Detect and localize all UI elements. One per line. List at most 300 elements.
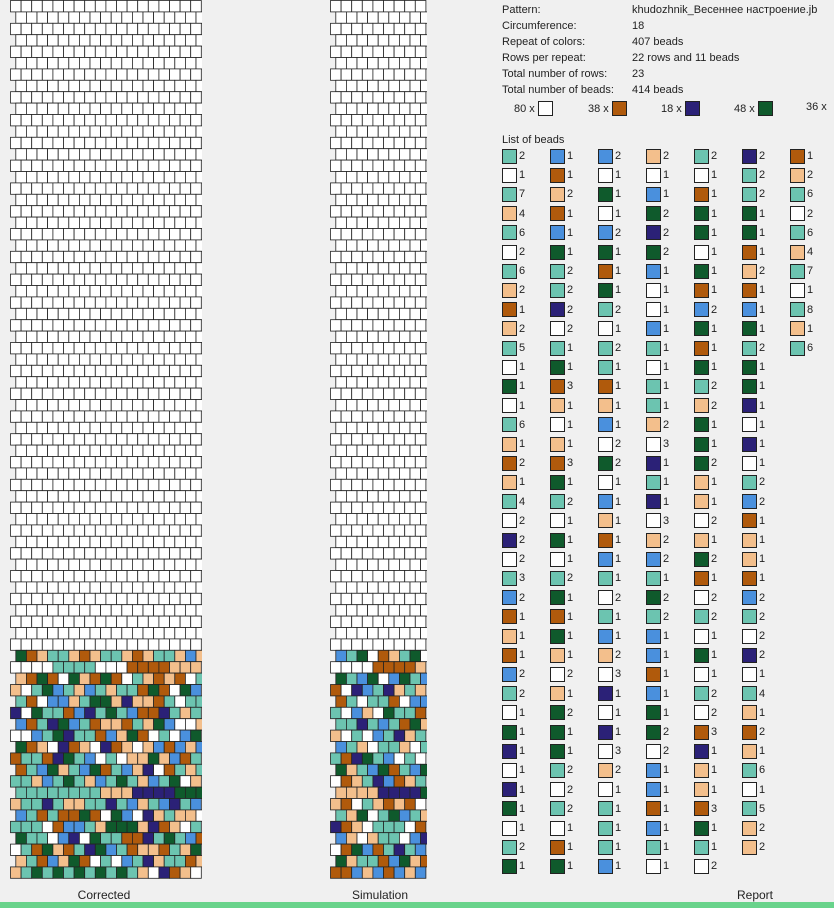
bead-cell xyxy=(399,445,410,456)
bead-cell xyxy=(143,628,154,639)
bead-cell xyxy=(389,12,400,23)
bead-cell xyxy=(90,172,101,183)
bead-cell xyxy=(69,742,80,753)
bead-cell xyxy=(175,12,186,23)
bead-cell xyxy=(79,400,90,411)
bead-entry xyxy=(646,705,669,721)
bead-cell xyxy=(132,514,143,525)
bead-cell xyxy=(196,35,202,46)
bead-count: 2 xyxy=(711,591,718,604)
bead-count: 1 xyxy=(711,841,718,854)
bead-count: 2 xyxy=(567,783,574,796)
bead-cell xyxy=(346,308,357,319)
bead-entry xyxy=(646,455,669,471)
bead-count: 2 xyxy=(567,188,574,201)
bead-cell xyxy=(185,80,196,91)
bead-cell xyxy=(16,422,27,433)
bead-cell xyxy=(159,1,170,12)
bead-cell xyxy=(421,422,427,433)
bead-entry xyxy=(742,801,765,817)
bead-cell xyxy=(127,229,138,240)
bead-cell xyxy=(154,308,165,319)
bead-cell xyxy=(127,753,138,764)
bead-cell xyxy=(410,58,421,69)
bead-count: 1 xyxy=(711,246,718,258)
bead-cell xyxy=(48,263,59,274)
bead-count: 1 xyxy=(711,188,718,201)
bead-cell xyxy=(421,58,427,69)
bead-entry xyxy=(694,686,717,702)
bead-cell xyxy=(32,707,43,718)
bead-cell xyxy=(11,297,22,308)
bead-cell xyxy=(185,354,196,365)
bead-cell xyxy=(53,92,64,103)
bead-cell xyxy=(154,422,165,433)
bead-cell xyxy=(410,422,421,433)
bead-swatch xyxy=(598,379,613,394)
bead-cell xyxy=(341,115,352,126)
bead-cell xyxy=(79,263,90,274)
bead-cell xyxy=(117,92,128,103)
bead-count: 6 xyxy=(807,342,814,354)
bead-swatch xyxy=(502,821,517,836)
bead-cell xyxy=(352,434,363,445)
bead-cell xyxy=(191,46,202,57)
bead-cell xyxy=(69,263,80,274)
bead-cell xyxy=(79,354,90,365)
bead-count: 2 xyxy=(759,265,766,278)
bead-entry xyxy=(646,282,669,298)
bead-swatch xyxy=(742,801,757,816)
bead-swatch xyxy=(550,321,565,336)
bead-cell xyxy=(16,810,27,821)
bead-cell xyxy=(111,422,122,433)
bead-count: 1 xyxy=(711,745,718,758)
bead-cell xyxy=(164,605,175,616)
bead-cell xyxy=(21,92,32,103)
bead-cell xyxy=(394,616,405,627)
bead-count: 1 xyxy=(519,476,526,489)
bead-cell xyxy=(373,23,384,34)
bead-count: 1 xyxy=(519,361,526,374)
bead-cell xyxy=(26,172,37,183)
bead-cell xyxy=(42,183,53,194)
bead-cell xyxy=(389,491,400,502)
bead-cell xyxy=(48,719,59,730)
color-count xyxy=(514,101,553,116)
bead-cell xyxy=(421,605,427,616)
bead-count: 1 xyxy=(663,649,670,662)
bead-count: 2 xyxy=(519,591,526,604)
bead-cell xyxy=(154,240,165,251)
bead-cell xyxy=(69,217,80,228)
bead-swatch xyxy=(646,667,661,682)
bead-cell xyxy=(101,628,112,639)
bead-count: 1 xyxy=(663,495,670,508)
bead-count: 1 xyxy=(615,860,622,873)
bead-count: 1 xyxy=(567,476,574,489)
bead-swatch xyxy=(694,168,709,183)
bead-cell xyxy=(111,217,122,228)
bead-cell xyxy=(164,217,175,228)
bead-entry xyxy=(646,436,669,452)
bead-cell xyxy=(26,673,37,684)
bead-swatch xyxy=(598,456,613,471)
bead-cell xyxy=(11,844,22,855)
bead-cell xyxy=(16,194,27,205)
bead-cell xyxy=(362,274,373,285)
bead-cell xyxy=(415,365,426,376)
bead-cell xyxy=(26,422,37,433)
bead-cell xyxy=(399,742,410,753)
bead-cell xyxy=(154,217,165,228)
bead-swatch xyxy=(646,840,661,855)
bead-entry xyxy=(550,686,573,702)
info-key: Total number of beads: xyxy=(502,84,614,96)
bead-cell xyxy=(164,422,175,433)
bead-cell xyxy=(159,844,170,855)
bead-cell xyxy=(410,559,421,570)
bead-cell xyxy=(143,217,154,228)
bead-cell xyxy=(410,536,421,547)
bead-count: 2 xyxy=(663,207,670,220)
bead-cell xyxy=(191,274,202,285)
bead-cell xyxy=(37,400,48,411)
bead-cell xyxy=(394,69,405,80)
bead-count: 2 xyxy=(759,169,766,182)
bead-count: 1 xyxy=(567,399,574,412)
bead-cell xyxy=(159,571,170,582)
bead-count: 1 xyxy=(567,553,574,566)
bead-cell xyxy=(16,514,27,525)
bead-cell xyxy=(405,867,416,878)
bead-cell xyxy=(37,856,48,867)
bead-count: 1 xyxy=(567,610,574,623)
bead-cell xyxy=(331,229,342,240)
bead-swatch xyxy=(502,225,517,240)
bead-cell xyxy=(196,354,202,365)
bead-cell xyxy=(48,80,59,91)
bead-cell xyxy=(368,12,379,23)
bead-cell xyxy=(127,46,138,57)
bead-count: 1 xyxy=(567,246,574,258)
bead-cell xyxy=(132,149,143,160)
bead-cell xyxy=(138,274,149,285)
bead-cell xyxy=(405,365,416,376)
bead-cell xyxy=(117,46,128,57)
bead-cell xyxy=(101,696,112,707)
bead-cell xyxy=(42,548,53,559)
bead-swatch xyxy=(598,859,613,874)
bead-cell xyxy=(48,445,59,456)
bead-cell xyxy=(95,639,106,650)
bead-cell xyxy=(101,194,112,205)
bead-cell xyxy=(410,514,421,525)
bead-cell xyxy=(69,103,80,114)
bead-count: 1 xyxy=(663,687,670,700)
bead-cell xyxy=(138,548,149,559)
bead-cell xyxy=(143,445,154,456)
bead-cell xyxy=(11,343,22,354)
bead-entry xyxy=(502,474,525,490)
bead-cell xyxy=(64,320,75,331)
bead-cell xyxy=(185,742,196,753)
bead-count: 6 xyxy=(807,226,814,239)
bead-cell xyxy=(138,753,149,764)
bead-cell xyxy=(48,400,59,411)
bead-entry xyxy=(598,167,621,183)
bead-cell xyxy=(394,867,405,878)
bead-cell xyxy=(336,172,347,183)
bead-entry xyxy=(598,436,621,452)
bead-cell xyxy=(164,536,175,547)
bead-cell xyxy=(42,411,53,422)
bead-entry xyxy=(742,609,765,625)
bead-cell xyxy=(154,582,165,593)
bead-cell xyxy=(127,479,138,490)
bead-cell xyxy=(106,343,117,354)
bead-cell xyxy=(421,240,427,251)
bead-cell xyxy=(132,172,143,183)
bead-swatch xyxy=(502,206,517,221)
bead-cell xyxy=(101,103,112,114)
bead-cell xyxy=(85,92,96,103)
bead-entry xyxy=(550,321,573,337)
bead-cell xyxy=(399,582,410,593)
bead-count: 1 xyxy=(567,649,574,662)
bead-cell xyxy=(341,457,352,468)
bead-cell xyxy=(64,160,75,171)
bead-cell xyxy=(37,650,48,661)
bead-cell xyxy=(357,126,368,137)
bead-cell xyxy=(79,650,90,661)
bead-swatch xyxy=(502,571,517,586)
bead-cell xyxy=(37,12,48,23)
bead-cell xyxy=(191,92,202,103)
bead-cell xyxy=(164,149,175,160)
bead-cell xyxy=(106,206,117,217)
bead-cell xyxy=(399,536,410,547)
bead-cell xyxy=(21,365,32,376)
bead-cell xyxy=(191,730,202,741)
bead-cell xyxy=(37,445,48,456)
bead-cell xyxy=(21,548,32,559)
bead-count: 2 xyxy=(519,246,526,258)
bead-entry xyxy=(790,186,813,202)
bead-cell xyxy=(357,240,368,251)
bead-cell xyxy=(106,297,117,308)
bead-cell xyxy=(415,548,426,559)
bead-cell xyxy=(394,707,405,718)
bead-cell xyxy=(154,833,165,844)
bead-cell xyxy=(16,172,27,183)
bead-cell xyxy=(373,639,384,650)
bead-cell xyxy=(122,536,133,547)
bead-entry xyxy=(502,743,525,759)
bead-swatch xyxy=(694,437,709,452)
bead-cell xyxy=(373,411,384,422)
bead-cell xyxy=(69,400,80,411)
bead-cell xyxy=(346,468,357,479)
bead-swatch xyxy=(598,744,613,759)
bead-cell xyxy=(175,605,186,616)
bead-cell xyxy=(399,764,410,775)
bead-cell xyxy=(37,810,48,821)
bead-cell xyxy=(175,742,186,753)
bead-cell xyxy=(373,776,384,787)
bead-entry xyxy=(742,513,765,529)
bead-cell xyxy=(32,297,43,308)
bead-cell xyxy=(341,274,352,285)
bead-cell xyxy=(196,673,202,684)
bead-cell xyxy=(79,217,90,228)
bead-cell xyxy=(122,172,133,183)
bead-cell xyxy=(164,331,175,342)
bead-swatch xyxy=(646,398,661,413)
bead-cell xyxy=(21,799,32,810)
bead-cell xyxy=(138,867,149,878)
bead-cell xyxy=(336,126,347,137)
bead-cell xyxy=(148,92,159,103)
bead-entry xyxy=(742,647,765,663)
bead-swatch xyxy=(742,840,757,855)
bead-cell xyxy=(405,821,416,832)
bead-count: 2 xyxy=(711,457,718,470)
bead-cell xyxy=(58,673,69,684)
bead-cell xyxy=(362,571,373,582)
bead-cell xyxy=(394,320,405,331)
bead-cell xyxy=(26,286,37,297)
bead-cell xyxy=(175,422,186,433)
bead-cell xyxy=(373,137,384,148)
bead-entry xyxy=(598,186,621,202)
bead-cell xyxy=(399,696,410,707)
bead-count: 2 xyxy=(519,457,526,470)
bead-count: 1 xyxy=(759,668,766,681)
bead-count: 1 xyxy=(759,399,766,412)
bead-cell xyxy=(373,206,384,217)
bead-cell xyxy=(362,434,373,445)
bead-cell xyxy=(378,719,389,730)
bead-cell xyxy=(32,616,43,627)
bead-cell xyxy=(53,46,64,57)
bead-cell xyxy=(53,343,64,354)
bead-cell xyxy=(352,297,363,308)
bead-cell xyxy=(399,468,410,479)
bead-cell xyxy=(42,479,53,490)
bead-entry xyxy=(742,532,765,548)
bead-cell xyxy=(331,115,342,126)
bead-cell xyxy=(117,639,128,650)
bead-cell xyxy=(64,434,75,445)
bead-cell xyxy=(26,628,37,639)
bead-entry xyxy=(694,609,717,625)
bead-swatch xyxy=(502,744,517,759)
bead-cell xyxy=(64,799,75,810)
bead-cell xyxy=(154,810,165,821)
bead-swatch xyxy=(694,225,709,240)
bead-cell xyxy=(74,776,85,787)
bead-cell xyxy=(331,434,342,445)
bead-entry xyxy=(550,302,573,318)
bead-swatch xyxy=(502,590,517,605)
bead-cell xyxy=(85,571,96,582)
bead-cell xyxy=(132,719,143,730)
bead-cell xyxy=(159,23,170,34)
bead-cell xyxy=(357,764,368,775)
bead-cell xyxy=(410,80,421,91)
bead-cell xyxy=(357,194,368,205)
bead-cell xyxy=(346,673,357,684)
bead-cell xyxy=(148,548,159,559)
bead-cell xyxy=(32,388,43,399)
bead-cell xyxy=(48,742,59,753)
bead-swatch xyxy=(646,513,661,528)
bead-cell xyxy=(21,69,32,80)
bead-swatch xyxy=(790,302,805,317)
bead-cell xyxy=(405,320,416,331)
bead-cell xyxy=(48,103,59,114)
bead-cell xyxy=(148,183,159,194)
bead-cell xyxy=(85,844,96,855)
bead-cell xyxy=(42,69,53,80)
bead-swatch xyxy=(646,417,661,432)
bead-cell xyxy=(42,251,53,262)
bead-cell xyxy=(58,536,69,547)
bead-cell xyxy=(90,856,101,867)
bead-entry xyxy=(646,206,669,222)
bead-entry xyxy=(598,762,621,778)
bead-cell xyxy=(399,605,410,616)
bead-cell xyxy=(58,194,69,205)
bead-entry xyxy=(598,378,621,394)
bead-cell xyxy=(16,787,27,798)
bead-cell xyxy=(117,411,128,422)
bead-cell xyxy=(79,605,90,616)
bead-entry xyxy=(598,609,621,625)
bead-cell xyxy=(48,308,59,319)
bead-cell xyxy=(143,35,154,46)
bead-cell xyxy=(336,354,347,365)
bead-cell xyxy=(341,662,352,673)
bead-swatch xyxy=(646,590,661,605)
bead-count: 1 xyxy=(615,610,622,623)
bead-swatch xyxy=(646,283,661,298)
bead-cell xyxy=(85,639,96,650)
bead-cell xyxy=(362,525,373,536)
bead-cell xyxy=(132,491,143,502)
bead-entry xyxy=(694,282,717,298)
bead-cell xyxy=(26,696,37,707)
bead-cell xyxy=(405,206,416,217)
bead-cell xyxy=(122,286,133,297)
bead-cell xyxy=(106,1,117,12)
bead-cell xyxy=(368,308,379,319)
bead-entry xyxy=(742,244,765,260)
bead-entry xyxy=(598,513,621,529)
bead-cell xyxy=(191,753,202,764)
bead-cell xyxy=(11,69,22,80)
pattern-info xyxy=(502,2,817,98)
bead-count: 1 xyxy=(663,322,670,335)
bead-cell xyxy=(74,457,85,468)
bead-cell xyxy=(159,434,170,445)
bead-cell xyxy=(90,559,101,570)
info-value: khudozhnik_Весеннее настроение.jb xyxy=(632,4,818,16)
bead-cell xyxy=(11,274,22,285)
bead-cell xyxy=(11,707,22,718)
bead-cell xyxy=(170,365,181,376)
